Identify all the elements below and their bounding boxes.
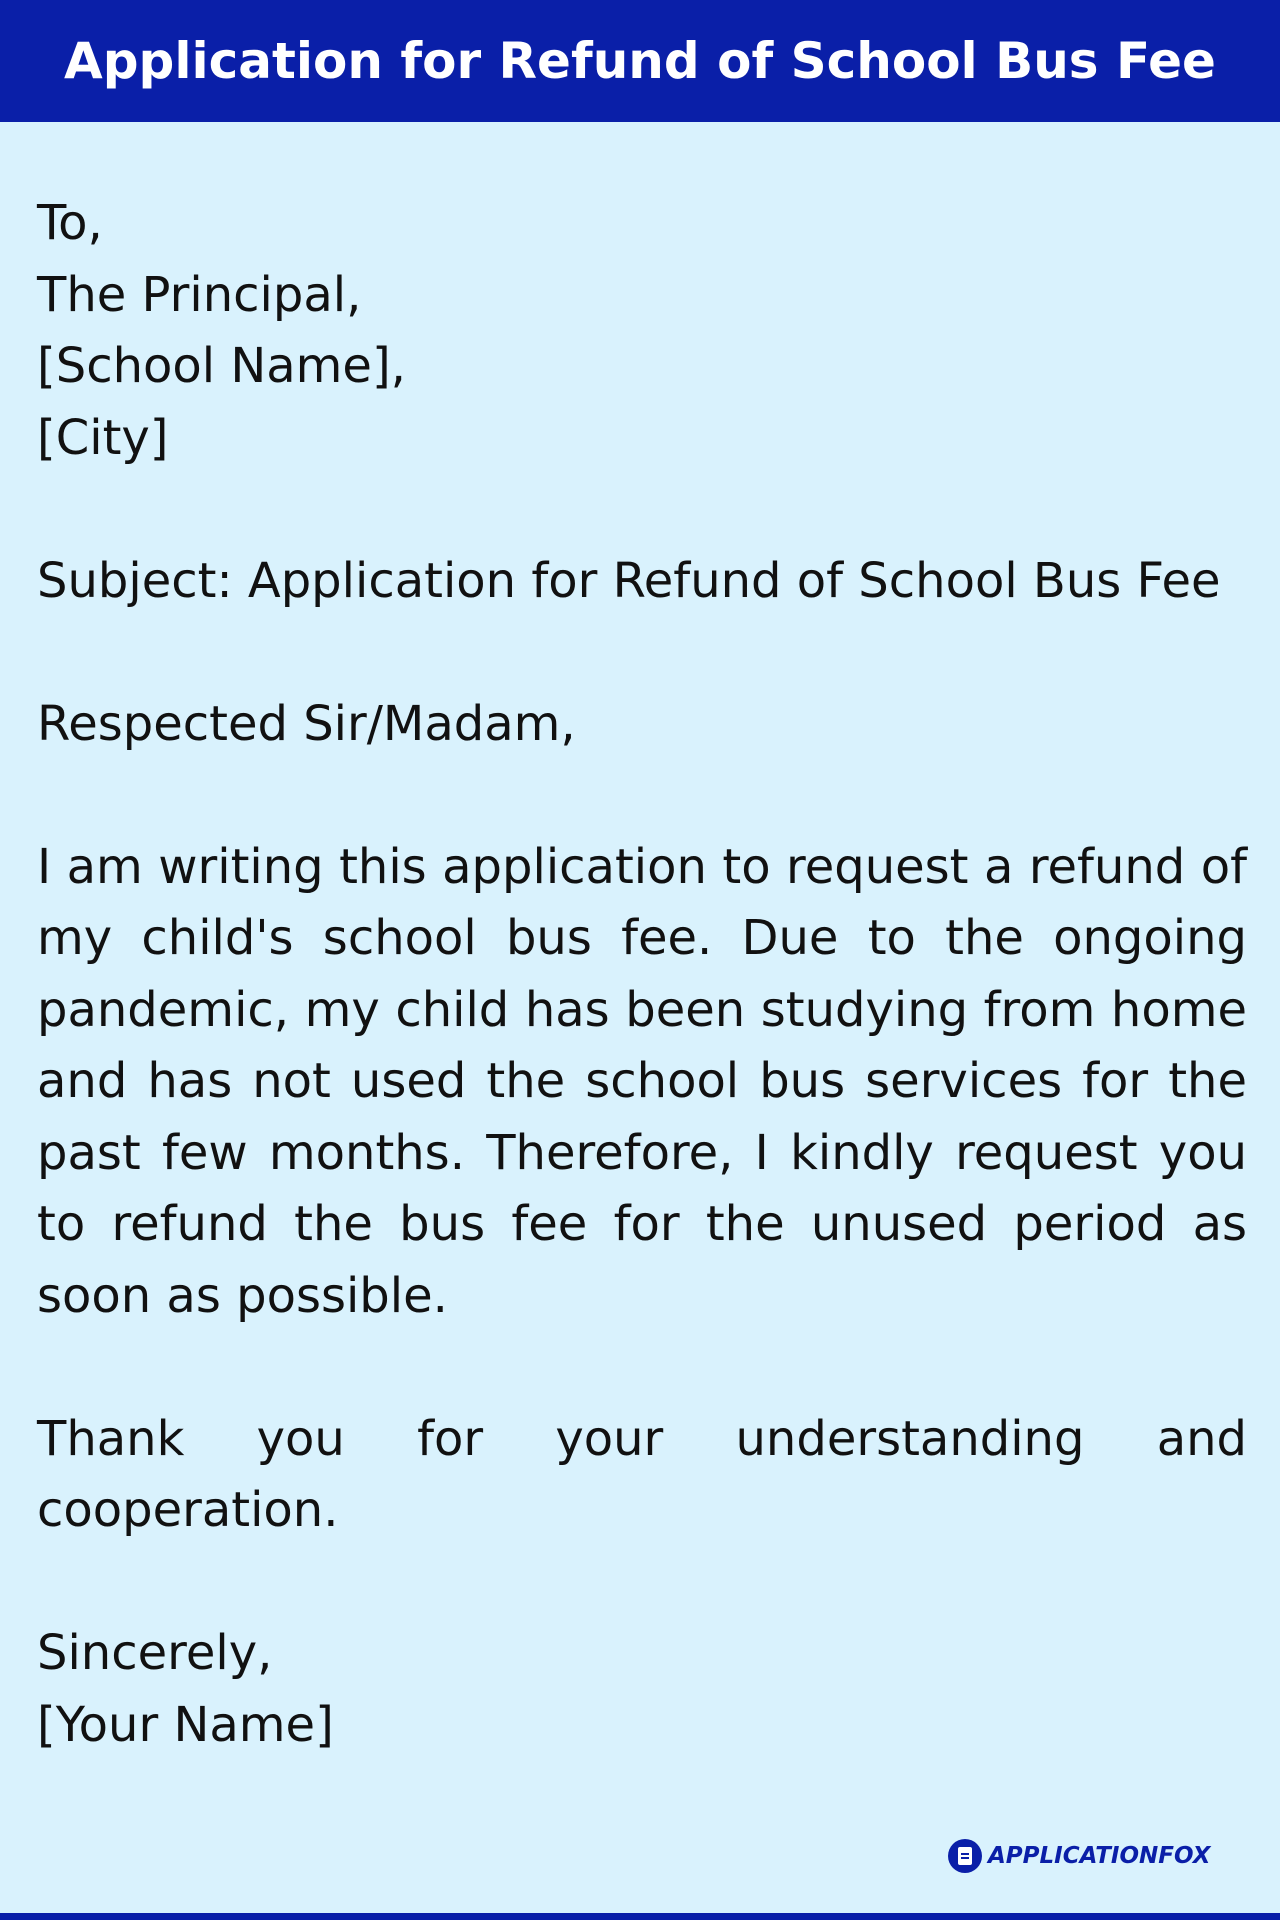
address-line: [School Name],: [37, 338, 406, 394]
footer-rule: [0, 1913, 1280, 1920]
subject-line: Subject: Application for Refund of School Bus Fee: [37, 552, 1221, 609]
signature-placeholder: [Your Name]: [37, 1696, 334, 1753]
document-icon: [948, 1839, 982, 1873]
thanks-paragraph: Thank you for your understanding and cooperation.: [37, 1410, 1247, 1538]
body-paragraph: I am writing this application to request a refund of my child's school bus fee. Due to the ongoing pandemic, my child has been studying from home and has not used the school bus services for the past few months. Therefore, I kindly request you to refund the bus fee for the unused period as soon as possible.: [37, 838, 1247, 1324]
letter-body: [37, 188, 1247, 1761]
header-banner: [0, 0, 1280, 122]
address-line: [City]: [37, 409, 169, 466]
closing: Sincerely,: [37, 1625, 273, 1681]
salutation: Respected Sir/Madam,: [37, 695, 576, 752]
brand-logo: [948, 1836, 1210, 1876]
address-line: The Principal,: [37, 266, 362, 323]
address-line: To,: [37, 195, 103, 251]
recipient-address: [37, 188, 1247, 474]
page-title: Application for Refund of School Bus Fee: [64, 32, 1216, 90]
brand-name: APPLICATIONFOX: [988, 1843, 1211, 1869]
